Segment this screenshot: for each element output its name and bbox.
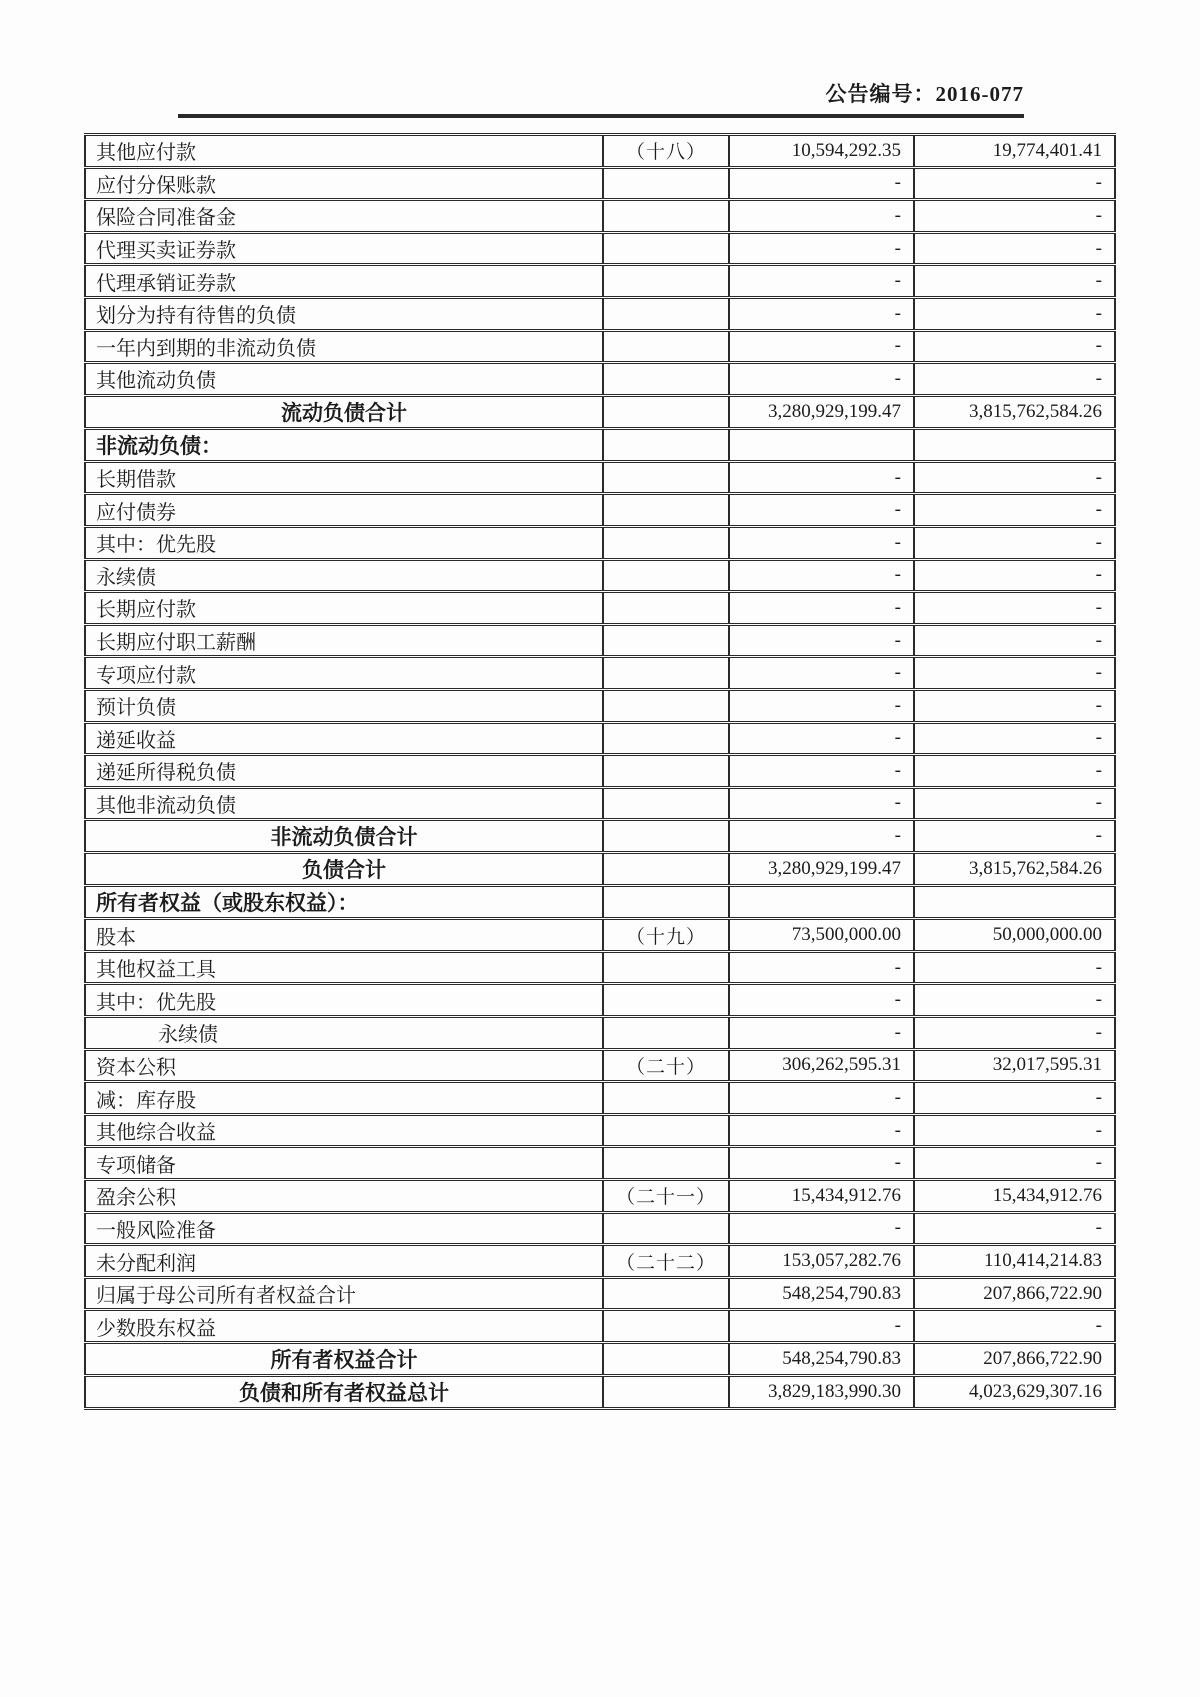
amount-prior-cell: - <box>914 559 1115 592</box>
amount-current-cell: - <box>729 330 914 363</box>
table-row <box>85 1180 1115 1213</box>
amount-prior-cell: - <box>914 232 1115 265</box>
table-row <box>85 984 1115 1017</box>
note-cell <box>603 624 729 657</box>
amount-current-cell: - <box>729 1147 914 1180</box>
amount-prior-cell: 110,414,214.83 <box>914 1245 1115 1278</box>
note-cell <box>603 363 729 396</box>
amount-current-cell: - <box>729 1114 914 1147</box>
item-cell: 资本公积 <box>85 1049 603 1082</box>
amount-prior-cell: 3,815,762,584.26 <box>914 395 1115 428</box>
amount-prior-cell: - <box>914 1082 1115 1115</box>
note-cell <box>603 297 729 330</box>
amount-prior-cell: - <box>914 1310 1115 1343</box>
table-row <box>85 1147 1115 1180</box>
item-cell: 其他综合收益 <box>85 1114 603 1147</box>
note-cell: （十九） <box>603 919 729 952</box>
note-cell <box>603 559 729 592</box>
amount-current-cell: 548,254,790.83 <box>729 1277 914 1310</box>
amount-prior-cell: - <box>914 592 1115 625</box>
amount-prior-cell <box>914 886 1115 919</box>
amount-current-cell: - <box>729 624 914 657</box>
item-cell: 减：库存股 <box>85 1082 603 1115</box>
amount-current-cell: - <box>729 820 914 853</box>
item-cell: 代理承销证券款 <box>85 265 603 298</box>
table-row <box>85 428 1115 461</box>
amount-current-cell: 3,829,183,990.30 <box>729 1376 914 1409</box>
item-cell: 股本 <box>85 919 603 952</box>
note-cell <box>603 1376 729 1409</box>
amount-prior-cell: - <box>914 984 1115 1017</box>
note-cell <box>603 461 729 494</box>
table-row <box>85 1082 1115 1115</box>
amount-current-cell: 153,057,282.76 <box>729 1245 914 1278</box>
note-cell <box>603 1310 729 1343</box>
amount-current-cell: - <box>729 265 914 298</box>
amount-current-cell: - <box>729 984 914 1017</box>
balance-sheet-table <box>84 133 1116 1410</box>
amount-prior-cell: - <box>914 1017 1115 1050</box>
amount-current-cell: - <box>729 559 914 592</box>
amount-current-cell: 3,280,929,199.47 <box>729 395 914 428</box>
amount-prior-cell: - <box>914 297 1115 330</box>
amount-current-cell: - <box>729 657 914 690</box>
note-cell <box>603 820 729 853</box>
table-row <box>85 919 1115 952</box>
table-row <box>85 657 1115 690</box>
table-row <box>85 820 1115 853</box>
note-cell <box>603 886 729 919</box>
item-cell: 其中：优先股 <box>85 984 603 1017</box>
amount-prior-cell: 207,866,722.90 <box>914 1343 1115 1376</box>
amount-current-cell: 15,434,912.76 <box>729 1180 914 1213</box>
note-cell <box>603 232 729 265</box>
amount-prior-cell: - <box>914 167 1115 200</box>
table-row <box>85 167 1115 200</box>
item-cell: 其他权益工具 <box>85 951 603 984</box>
amount-current-cell: - <box>729 494 914 527</box>
amount-current-cell: - <box>729 722 914 755</box>
amount-prior-cell: 4,023,629,307.16 <box>914 1376 1115 1409</box>
note-cell <box>603 330 729 363</box>
item-cell: 非流动负债： <box>85 428 603 461</box>
item-cell: 其他应付款 <box>85 135 603 168</box>
amount-prior-cell: - <box>914 657 1115 690</box>
item-cell: 其他非流动负债 <box>85 787 603 820</box>
item-cell: 所有者权益（或股东权益）： <box>85 886 603 919</box>
item-cell: 负债和所有者权益总计 <box>85 1376 603 1409</box>
table-row <box>85 330 1115 363</box>
amount-prior-cell: - <box>914 1114 1115 1147</box>
table-row <box>85 526 1115 559</box>
table-row <box>85 624 1115 657</box>
table-row <box>85 689 1115 722</box>
item-cell: 专项储备 <box>85 1147 603 1180</box>
note-cell <box>603 1343 729 1376</box>
table-row <box>85 1212 1115 1245</box>
item-cell: 负债合计 <box>85 853 603 886</box>
item-cell: 其他流动负债 <box>85 363 603 396</box>
table-row <box>85 395 1115 428</box>
amount-current-cell: - <box>729 1310 914 1343</box>
note-cell <box>603 428 729 461</box>
note-cell <box>603 167 729 200</box>
note-cell <box>603 592 729 625</box>
amount-prior-cell: - <box>914 1212 1115 1245</box>
amount-prior-cell: - <box>914 624 1115 657</box>
amount-prior-cell: 15,434,912.76 <box>914 1180 1115 1213</box>
table-row <box>85 1343 1115 1376</box>
amount-current-cell: - <box>729 1082 914 1115</box>
table-row <box>85 722 1115 755</box>
item-cell: 一般风险准备 <box>85 1212 603 1245</box>
note-cell: （十八） <box>603 135 729 168</box>
amount-current-cell: - <box>729 689 914 722</box>
amount-prior-cell: 3,815,762,584.26 <box>914 853 1115 886</box>
item-cell: 应付分保账款 <box>85 167 603 200</box>
amount-current-cell: - <box>729 787 914 820</box>
table-row <box>85 592 1115 625</box>
item-cell: 流动负债合计 <box>85 395 603 428</box>
amount-current-cell: - <box>729 232 914 265</box>
table-row <box>85 297 1115 330</box>
table-row <box>85 1049 1115 1082</box>
item-cell: 所有者权益合计 <box>85 1343 603 1376</box>
amount-current-cell: - <box>729 297 914 330</box>
note-cell: （二十二） <box>603 1245 729 1278</box>
note-cell <box>603 787 729 820</box>
amount-current-cell: - <box>729 363 914 396</box>
amount-current-cell: 10,594,292.35 <box>729 135 914 168</box>
note-cell <box>603 494 729 527</box>
amount-prior-cell: - <box>914 200 1115 233</box>
item-cell: 一年内到期的非流动负债 <box>85 330 603 363</box>
balance-sheet-body <box>85 135 1115 1409</box>
amount-current-cell: - <box>729 200 914 233</box>
note-cell <box>603 395 729 428</box>
note-cell <box>603 1114 729 1147</box>
amount-prior-cell: - <box>914 951 1115 984</box>
item-cell: 专项应付款 <box>85 657 603 690</box>
table-row <box>85 559 1115 592</box>
doc-number-text: 公告编号：2016-077 <box>825 82 1024 106</box>
amount-prior-cell: - <box>914 820 1115 853</box>
table-row <box>85 755 1115 788</box>
amount-prior-cell: - <box>914 330 1115 363</box>
amount-prior-cell: 50,000,000.00 <box>914 919 1115 952</box>
amount-current-cell: 73,500,000.00 <box>729 919 914 952</box>
amount-prior-cell: 32,017,595.31 <box>914 1049 1115 1082</box>
item-cell: 长期借款 <box>85 461 603 494</box>
amount-prior-cell: - <box>914 265 1115 298</box>
item-cell: 递延所得税负债 <box>85 755 603 788</box>
table-row <box>85 1017 1115 1050</box>
item-cell: 应付债券 <box>85 494 603 527</box>
table-row <box>85 200 1115 233</box>
amount-current-cell: 306,262,595.31 <box>729 1049 914 1082</box>
amount-prior-cell <box>914 428 1115 461</box>
amount-prior-cell: - <box>914 363 1115 396</box>
amount-prior-cell: - <box>914 689 1115 722</box>
note-cell <box>603 265 729 298</box>
table-row <box>85 461 1115 494</box>
amount-prior-cell: - <box>914 722 1115 755</box>
item-cell: 少数股东权益 <box>85 1310 603 1343</box>
note-cell: （二十一） <box>603 1180 729 1213</box>
table-row <box>85 135 1115 168</box>
amount-prior-cell: - <box>914 494 1115 527</box>
amount-current-cell: 548,254,790.83 <box>729 1343 914 1376</box>
amount-current-cell: - <box>729 1017 914 1050</box>
item-cell: 递延收益 <box>85 722 603 755</box>
table-row <box>85 853 1115 886</box>
amount-prior-cell: - <box>914 461 1115 494</box>
table-row <box>85 1310 1115 1343</box>
item-cell: 长期应付款 <box>85 592 603 625</box>
note-cell <box>603 526 729 559</box>
item-cell: 预计负债 <box>85 689 603 722</box>
note-cell <box>603 657 729 690</box>
note-cell <box>603 722 729 755</box>
amount-current-cell <box>729 886 914 919</box>
item-cell: 划分为持有待售的负债 <box>85 297 603 330</box>
note-cell <box>603 1082 729 1115</box>
item-cell: 代理买卖证券款 <box>85 232 603 265</box>
note-cell <box>603 1212 729 1245</box>
item-cell: 非流动负债合计 <box>85 820 603 853</box>
amount-current-cell: - <box>729 167 914 200</box>
table-row <box>85 265 1115 298</box>
table-row <box>85 886 1115 919</box>
note-cell <box>603 200 729 233</box>
table-row <box>85 1376 1115 1409</box>
item-cell: 永续债 <box>85 1017 603 1050</box>
note-cell <box>603 853 729 886</box>
amount-prior-cell: - <box>914 787 1115 820</box>
table-row <box>85 494 1115 527</box>
table-row <box>85 1114 1115 1147</box>
item-cell: 保险合同准备金 <box>85 200 603 233</box>
note-cell <box>603 951 729 984</box>
note-cell: （二十） <box>603 1049 729 1082</box>
amount-prior-cell: - <box>914 526 1115 559</box>
table-row <box>85 951 1115 984</box>
amount-current-cell: - <box>729 1212 914 1245</box>
amount-current-cell: - <box>729 526 914 559</box>
table-row <box>85 232 1115 265</box>
item-cell: 长期应付职工薪酬 <box>85 624 603 657</box>
note-cell <box>603 755 729 788</box>
item-cell: 未分配利润 <box>85 1245 603 1278</box>
amount-current-cell: - <box>729 461 914 494</box>
table-row <box>85 363 1115 396</box>
amount-current-cell <box>729 428 914 461</box>
table-row <box>85 1245 1115 1278</box>
doc-number-header <box>178 78 1024 118</box>
note-cell <box>603 1147 729 1180</box>
item-cell: 永续债 <box>85 559 603 592</box>
item-cell: 其中：优先股 <box>85 526 603 559</box>
item-cell: 归属于母公司所有者权益合计 <box>85 1277 603 1310</box>
table-row <box>85 787 1115 820</box>
note-cell <box>603 689 729 722</box>
amount-prior-cell: 207,866,722.90 <box>914 1277 1115 1310</box>
amount-current-cell: - <box>729 592 914 625</box>
amount-current-cell: 3,280,929,199.47 <box>729 853 914 886</box>
table-row <box>85 1277 1115 1310</box>
amount-prior-cell: - <box>914 1147 1115 1180</box>
note-cell <box>603 984 729 1017</box>
amount-current-cell: - <box>729 755 914 788</box>
amount-current-cell: - <box>729 951 914 984</box>
note-cell <box>603 1277 729 1310</box>
amount-prior-cell: - <box>914 755 1115 788</box>
amount-prior-cell: 19,774,401.41 <box>914 135 1115 168</box>
note-cell <box>603 1017 729 1050</box>
item-cell: 盈余公积 <box>85 1180 603 1213</box>
